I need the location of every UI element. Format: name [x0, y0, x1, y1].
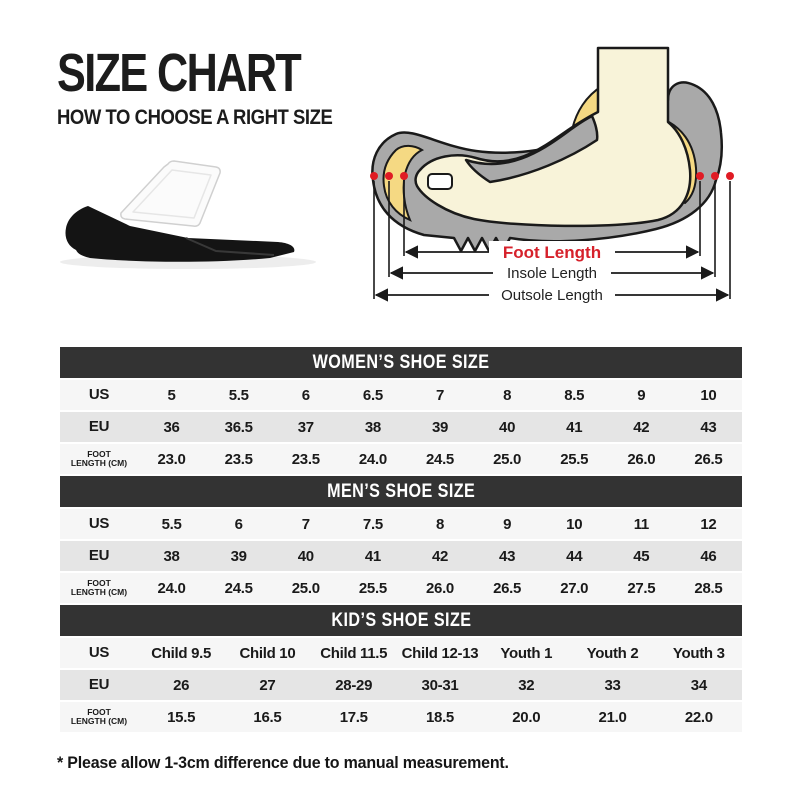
row-label [60, 380, 138, 410]
size-table [60, 476, 742, 603]
measurement-footnote: * Please allow 1-3cm difference due to manual measurement. [57, 753, 509, 772]
table-title [60, 476, 742, 507]
foot-shape [416, 48, 691, 226]
size-cell: Child 12-13 [401, 644, 479, 662]
size-cell: 27 [259, 676, 276, 694]
table-title-text: MEN’S SHOE SIZE [326, 480, 476, 502]
size-cell: 44 [566, 547, 583, 565]
row-label [60, 412, 138, 442]
size-cell: 40 [499, 418, 516, 436]
size-cell: 41 [364, 547, 381, 565]
row-label [60, 702, 138, 732]
row-label [60, 638, 138, 668]
size-cell: 8 [435, 515, 445, 533]
row-label-line: EU [88, 546, 110, 564]
size-cell: 15.5 [167, 708, 196, 726]
size-cell: 25.5 [560, 450, 589, 468]
size-cell: 6 [234, 515, 243, 533]
size-cell: 12 [700, 515, 717, 533]
size-cell: 23.5 [224, 450, 253, 468]
insole-length-label: Insole Length [506, 265, 598, 282]
size-cell: 38 [364, 418, 381, 436]
size-cell: 18.5 [425, 708, 454, 726]
size-cell: 38 [163, 547, 180, 565]
size-cell: 28-29 [335, 676, 373, 694]
size-cell: 8.5 [564, 386, 585, 404]
size-cell: 30-31 [421, 676, 459, 694]
size-cell: 26.5 [694, 450, 723, 468]
size-cell: 39 [431, 418, 449, 436]
size-cell: 26.0 [627, 450, 656, 468]
size-table [60, 347, 742, 474]
row-label-line: US [88, 514, 110, 532]
size-cell: 24.5 [425, 450, 454, 468]
size-cell: 9 [503, 515, 512, 533]
outsole-length-label: Outsole Length [501, 287, 603, 304]
size-cell: 20.0 [512, 708, 541, 726]
row-label [60, 509, 138, 539]
size-cell: 25.0 [493, 450, 522, 468]
size-cell: 23.0 [157, 450, 186, 468]
row-label-line: LENGTH (CM) [70, 716, 128, 726]
size-cell: 5.5 [161, 515, 182, 533]
page-subtitle: HOW TO CHOOSE A RIGHT SIZE [57, 106, 333, 130]
row-label-line: LENGTH (CM) [70, 458, 128, 468]
size-cell: 6.5 [362, 386, 383, 404]
size-cell: 46 [700, 547, 717, 565]
row-label-line: FOOT [87, 578, 111, 589]
row-label-line: FOOT [87, 449, 111, 460]
size-cell: 34 [690, 676, 707, 694]
size-cell: 27.0 [560, 579, 589, 597]
table-row [60, 573, 742, 603]
size-cell: 10 [700, 386, 717, 404]
size-cell: 24.0 [157, 579, 186, 597]
row-label [60, 541, 138, 571]
size-cell: Child 11.5 [320, 644, 388, 662]
size-table [60, 605, 742, 732]
size-cell: Youth 2 [586, 644, 639, 662]
row-label-line: LENGTH (CM) [70, 587, 128, 597]
slide-sandal-image [38, 150, 328, 300]
size-cell: 24.0 [358, 450, 387, 468]
size-cell: 7 [301, 515, 310, 533]
size-cell: 36.5 [224, 418, 253, 436]
size-cell: 28.5 [694, 579, 723, 597]
size-cell: 11 [633, 515, 649, 533]
foot-measurement-diagram [362, 30, 742, 312]
size-cell: 45 [633, 547, 650, 565]
row-label [60, 670, 138, 700]
row-label-line: EU [88, 417, 110, 435]
size-cell: 16.5 [253, 708, 282, 726]
size-cell: 25.5 [358, 579, 387, 597]
size-cell: 9 [637, 386, 646, 404]
size-cell: 42 [633, 418, 650, 436]
size-tables [60, 347, 742, 734]
size-cell: 33 [604, 676, 621, 694]
row-label-line: FOOT [87, 707, 111, 718]
size-cell: 5.5 [228, 386, 249, 404]
size-cell: Child 10 [239, 644, 296, 662]
table-row [60, 638, 742, 668]
size-cell: 26.0 [425, 579, 454, 597]
table-row [60, 541, 742, 571]
size-cell: 7 [435, 386, 445, 404]
size-cell: 5 [167, 386, 176, 404]
size-cell: 43 [700, 418, 717, 436]
size-cell: 22.0 [684, 708, 713, 726]
row-label [60, 444, 138, 474]
row-label [60, 573, 138, 603]
table-title [60, 605, 742, 636]
table-row [60, 702, 742, 732]
table-row [60, 444, 742, 474]
size-cell: 43 [499, 547, 516, 565]
size-cell: 7.5 [362, 515, 383, 533]
table-row [60, 380, 742, 410]
size-cell: 6 [301, 386, 310, 404]
table-title [60, 347, 742, 378]
size-cell: 42 [431, 547, 449, 565]
size-cell: 17.5 [339, 708, 368, 726]
size-cell: 23.5 [291, 450, 320, 468]
size-cell: 10 [566, 515, 583, 533]
table-row [60, 412, 742, 442]
title-block [57, 43, 370, 130]
size-cell: 24.5 [224, 579, 253, 597]
size-cell: Youth 3 [672, 644, 725, 662]
size-cell: Youth 1 [500, 644, 553, 662]
size-cell: 26.5 [493, 579, 522, 597]
size-cell: 8 [503, 386, 512, 404]
size-cell: 27.5 [627, 579, 656, 597]
foot-length-label: Foot Length [502, 243, 602, 262]
size-cell: 39 [230, 547, 247, 565]
table-title-text: KID’S SHOE SIZE [330, 609, 472, 631]
size-cell: Child 9.5 [151, 644, 212, 662]
toenail [428, 174, 452, 189]
page-title: SIZE CHART [57, 43, 301, 103]
size-cell: 41 [566, 418, 583, 436]
row-label-line: US [88, 643, 110, 661]
size-cell: 25.0 [291, 579, 320, 597]
size-cell: 32 [518, 676, 535, 694]
size-cell: 37 [297, 418, 314, 436]
size-cell: 26 [173, 676, 190, 694]
row-label-line: EU [88, 675, 110, 693]
table-row [60, 509, 742, 539]
row-label-line: US [88, 385, 110, 403]
size-cell: 21.0 [598, 708, 627, 726]
table-title-text: WOMEN’S SHOE SIZE [312, 351, 490, 373]
size-cell: 36 [163, 418, 180, 436]
table-row [60, 670, 742, 700]
size-cell: 40 [297, 547, 314, 565]
